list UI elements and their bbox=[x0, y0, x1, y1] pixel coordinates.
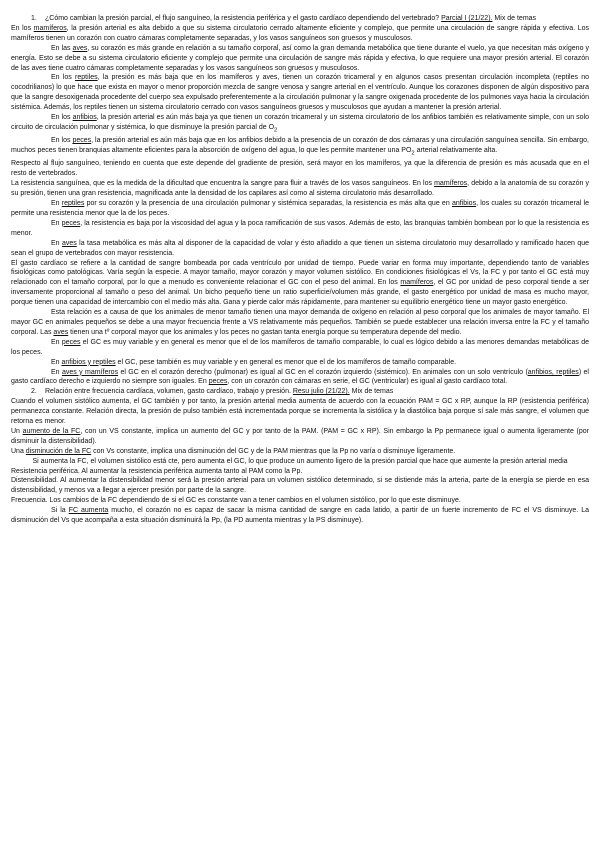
paragraph-gc-peces: En peces el GC es muy variable y en general es menor que el de los mamíferos de tamaño comparable, lo cual es lógico debido a las menores demandas metabólicas de los peces. bbox=[11, 338, 589, 356]
question-tag: Mix de temas bbox=[349, 388, 394, 396]
paragraph-resistencia-reptiles: En reptiles por su corazón y la presencia de una circulación pulmonar y sistémica separadas, la resistencia es más alta que en anfibios, los cuales su corazón tricameral le permite una resistencia menor que la de los peces. bbox=[11, 200, 589, 217]
keyword: aumento de la FC bbox=[22, 427, 81, 435]
paragraph-frecuencia: Frecuencia. Los cambios de la FC dependiendo de si el GC es constante van a tener cambios en el volumen sistólico, por lo que este disminuye. bbox=[11, 497, 461, 505]
keyword: reptiles bbox=[61, 200, 85, 208]
keyword: peces bbox=[72, 137, 92, 145]
paragraph-mamiferos-presion: En los mamíferos, la presión arterial es alta debido a que su sistema circulatorio cerrado altamente eficiente y complejo, que permite una circulación de sangre rápida y efectiva. Los mamíferos tienen un corazón con cuatro cámaras completamente separadas, y los vasos sanguíneos son gruesos y musculosos. bbox=[11, 24, 589, 42]
keyword: peces bbox=[61, 219, 81, 227]
question-source-ref: Parcial I (21/22). bbox=[441, 15, 493, 22]
paragraph-anfibios-presion: En los anfibios, la presión arterial es aún más baja ya que tienen un corazón tricameral y un sistema circulatorio de los anfibios también es relativamente simple, con un solo circuito de circulación pulmonar y sistémica, lo que disminuye la presión parcial de $O_2$ bbox=[11, 114, 589, 134]
paragraph-resistencia-peces: En peces, la resistencia es baja por la viscosidad del agua y la poca ramificación de sus vasos. Además de esto, las branquias también bombean por lo que la resistencia es menor. bbox=[11, 219, 589, 237]
keyword: mamíferos bbox=[434, 180, 468, 188]
keyword: aves y mamíferos bbox=[61, 368, 119, 376]
question-source-ref: Resu julio (21/22). bbox=[292, 388, 350, 396]
paragraph-fc-aumenta-mucho: Si la FC aumenta mucho, el corazón no es capaz de sacar la misma cantidad de sangre en cada latido, a partir de un fuerte incremento de FC el VS disminuye. La disminución del Vs que acompaña a esta situación disminuirá la Pp, (la PD aumenta mientras y la PS disminuye). bbox=[11, 507, 589, 525]
keyword: disminución de la FC bbox=[25, 447, 92, 455]
paragraph-disminucion-fc: Una disminución de la FC con Vs constante, implica una disminución del GC y de la PAM mientras que la Pp no varía o disminuye ligeramente. bbox=[11, 447, 456, 455]
paragraph-reptiles-presion: En los reptiles, la presión es más baja que en los mamíferos y aves, tienen un corazón tricameral y en algunos casos presentan circulación incompleta (reptiles no cocodrilianos) lo que hace que exista en mayor o menor proporción mezcla de sangre venosa y sangre arterial en el ventrículo. Aunque los corazones disponen de algún dispositivo para que la sangre desoxigenada procedente del cuerpo sea expulsado preferentemente a la circulación pulmonar y la sangre oxigenada procedente de los pulmones vaya hacia la circulación sistémica. Además, los reptiles tienen un sistema circulatorio cerrado con vasos sanguíneos gruesos y musculosos que ayudan a mantener la presión arterial. bbox=[11, 74, 589, 112]
question-text: Relación entre frecuencia cardíaca, volumen, gasto cardíaco, trabajo y presión. bbox=[45, 388, 293, 396]
keyword: reptiles bbox=[75, 74, 98, 82]
keyword: anfibios bbox=[451, 200, 477, 208]
question-text: ¿Cómo cambian la presión parcial, el flujo sanguíneo, la resistencia periférica y el gasto cardíaco dependiendo del vertebrado? bbox=[45, 15, 442, 22]
question-1 bbox=[11, 14, 589, 24]
paragraph-gc-aves-mamiferos: En aves y mamíferos el GC en el corazón derecho (pulmonar) es igual al GC en el corazón izquierdo (sistémico). En animales con un solo ventrículo (anfibios, reptiles) el gasto cardíaco derecho e izquierdo no siempre son iguales. En peces, con un corazón con cámaras en serie, el GC (ventricular) es igual al gasto cardíaco total. bbox=[11, 368, 589, 386]
question-number: 1. bbox=[31, 15, 37, 22]
keyword: aves bbox=[72, 44, 88, 52]
keyword: anfibios y reptiles bbox=[61, 358, 116, 366]
question-tag: Mix de temas bbox=[492, 15, 537, 22]
paragraph-gc-anfibios-reptiles: En anfibios y reptiles el GC, pese también es muy variable y en general es menor que el de los mamíferos de tamaño comparable. bbox=[51, 358, 457, 366]
keyword: anfibios bbox=[72, 114, 97, 122]
keyword: FC aumenta bbox=[68, 507, 109, 515]
keyword: mamíferos bbox=[33, 24, 67, 32]
keyword: aves bbox=[53, 328, 69, 336]
paragraph-flujo-sanguineo: Respecto al flujo sanguíneo, teniendo en cuenta que este depende del gradiente de presión, será mayor en los mamíferos, ya que la diferencia de presión es más acusada que en el resto de vertebrados. bbox=[11, 160, 589, 178]
keyword: peces bbox=[208, 378, 228, 386]
keyword: aves bbox=[61, 239, 77, 247]
question-number: 2. bbox=[31, 388, 37, 396]
paragraph-volumen-sistolico: Cuando el volumen sistólico aumenta, el GC también y por tanto, la presión arterial media aumenta de acuerdo con la ecuación PAM = GC x RP, aunque la RP (resistencia periférica) permanezca constante. Relación directa, la presión de pulso también está incrementada porque se incrementa la sistólica y la diastólica baja porque sí sale más sangre, el volumen que retorna es menor. bbox=[11, 398, 589, 426]
paragraph-resistencia: La resistencia sanguínea, que es la medida de la dificultad que encuentra la sangre para fluir a través de los vasos sanguíneos. En los mamíferos, debido a la anatomía de su corazón y su presión, tienen una gran resistencia, magnificada ante la densidad de los capilares así como al sistema circulatorio más desarrollado. bbox=[11, 180, 589, 198]
paragraph-peces-presion: En los peces, la presión arterial es aún más baja que en los anfibios debido a la presencia de un corazón de dos cámaras y una circulación sanguínea sencilla. Sin embargo, muchos peces tienen branquias altamente eficientes para la absorción de oxígeno del agua, lo que les permite mantener una $PO_2$ arterial relativamente alta. bbox=[11, 137, 589, 157]
paragraph-relacion-tamano: Esta relación es a causa de que los animales de menor tamaño tienen una mayor demanda de oxígeno en relación al peso corporal que los animales de mayor tamaño. El mayor GC en animales pequeños se debe a una mayor frecuencia frente a VS relativamente más pequeños. También se puede establecer una relación inversa entre la FC y el tamaño corporal. Las aves tienen una tº corporal mayor que los animales y los peces no gastan tanta energía porque su temperatura depende del medio. bbox=[11, 309, 589, 336]
paragraph-fc-resumen: Si aumenta la FC, el volumen sistólico está cte, pero aumenta el GC, lo que produce un aumento ligero de la presión parcial que hace que aumente la presión arterial media bbox=[32, 457, 568, 465]
paragraph-gasto-cardiaco: El gasto cardíaco se refiere a la cantidad de sangre bombeada por cada ventrículo por unidad de tiempo. Puede variar en forma muy importante, dependiendo tanto de variables fisiológicas como patológicas. Varía según la especie. A mayor tamaño, mayor corazón y mayor volumen sistólico. En condiciones fisiológicas el Vs, la FC y por tanto el GC está muy relacionado con el tamaño corporal, por lo que a menudo es conveniente relacionar el GC con el peso del animal. En los mamíferos, el GC por unidad de peso corporal tiende a ser inversamente proporcional al tamaño o peso del animal. Un bicho pequeño tiene un ratio superficie/volumen más grande, el gasto energético por unidad de masa es mucho mayor, porque tienen una capacidad de intercambio con el medio más alta. Gana y pierde calor más rápidamente, para mantener su equilibrio energético tiene un mayor gasto energético. bbox=[11, 259, 589, 307]
keyword: peces bbox=[61, 338, 81, 346]
keyword: mamíferos bbox=[400, 279, 434, 287]
keyword: anfibios, reptiles bbox=[527, 368, 579, 376]
paragraph-aves-presion: En las aves, su corazón es más grande en relación a su tamaño corporal, así como la gran demanda metabólica que tiene durante el vuelo, ya que necesitan más oxígeno y energía. Esto se debe a su sistema circulatorio eficiente y complejo que permite una circulación de sangre más rápida y efectiva, lo que requiere una mayor presión arterial. El corazón de las aves tiene cuatro cámaras completamente separadas y los vasos sanguíneos son gruesos y musculosos. bbox=[11, 44, 589, 72]
paragraph-resistencia-aves: En aves la tasa metabólica es más alta al disponer de la capacidad de volar y ésto añadido a que tienen un sistema circulatorio muy desarrollado y ramificado hacen que sean el grupo de vertebrados con mayor resistencia. bbox=[11, 239, 589, 257]
paragraph-distensibilidad: Distensibilidad. Al aumentar la distensibilidad menor será la presión arterial para un volumen sistólico determinado, si se distiende más la arteria, parte de la energía se pierde en esa distensibilidad, y menos va a llegar a ejercer presión por parte de la sangre. bbox=[11, 477, 589, 495]
paragraph-resistencia-periferica: Resistencia periférica. Al aumentar la resistencia periférica aumenta tanto al PAM como la Pp. bbox=[11, 467, 303, 475]
question-2 bbox=[11, 387, 589, 397]
paragraph-aumento-fc: Un aumento de la FC, con un VS constante, implica un aumento del GC y por tanto de la PAM. (PAM = GC x RP). Sin embargo la Pp permanece igual o aumenta ligeramente (por disminuir la distensibilidad). bbox=[11, 427, 589, 445]
